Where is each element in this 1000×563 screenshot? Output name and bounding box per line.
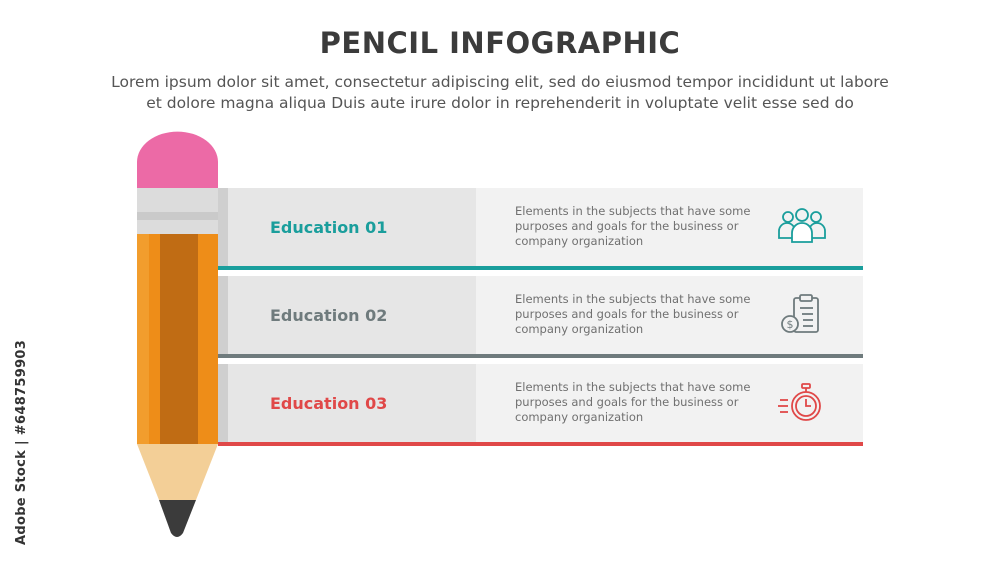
team-icon (776, 206, 828, 248)
subtitle-line-2: et dolore magna aliqua Duis aute irure dolor in reprehenderit in voluptate velit esse sed do (146, 94, 854, 112)
pencil-body-highlight (137, 234, 149, 444)
pencil-ferrule-band (137, 212, 218, 220)
education-description (515, 292, 755, 337)
row-edge (218, 276, 228, 354)
education-label: Education 01 (270, 218, 388, 237)
pencil-lead (159, 500, 196, 537)
pencil-eraser (137, 132, 218, 188)
row-underline (218, 266, 863, 270)
stock-watermark: Adobe Stock | #648759903 (14, 339, 29, 545)
pencil-body (137, 234, 218, 444)
row-edge (218, 364, 228, 442)
desc-line: purposes and goals for the business or (515, 307, 739, 321)
subtitle-line-1: Lorem ipsum dolor sit amet, consectetur adipiscing elit, sed do eiusmod tempor incididunt ut labore (111, 73, 889, 91)
education-label: Education 02 (270, 306, 388, 325)
row-underline (218, 354, 863, 358)
desc-line: purposes and goals for the business or (515, 395, 739, 409)
pencil-body-stripe (160, 234, 198, 444)
education-description (515, 204, 755, 249)
education-description (515, 380, 755, 425)
desc-line: purposes and goals for the business or (515, 219, 739, 233)
education-label: Education 03 (270, 394, 388, 413)
education-row-2 (218, 276, 863, 358)
row-underline (218, 442, 863, 446)
fast-stopwatch-icon (776, 382, 828, 424)
desc-line: company organization (515, 410, 644, 424)
page-subtitle (40, 72, 960, 114)
education-row-1 (218, 188, 863, 270)
desc-line: Elements in the subjects that have some (515, 204, 751, 218)
page-title: PENCIL INFOGRAPHIC (319, 26, 681, 60)
desc-line: Elements in the subjects that have some (515, 380, 751, 394)
education-row-3 (218, 364, 863, 446)
desc-line: company organization (515, 234, 644, 248)
svg-text:$: $ (786, 318, 794, 331)
desc-line: company organization (515, 322, 644, 336)
desc-line: Elements in the subjects that have some (515, 292, 751, 306)
pencil-wood-tip (137, 444, 218, 500)
finance-clipboard-icon (776, 294, 828, 336)
pencil-ferrule (137, 188, 218, 234)
row-edge (218, 188, 228, 266)
